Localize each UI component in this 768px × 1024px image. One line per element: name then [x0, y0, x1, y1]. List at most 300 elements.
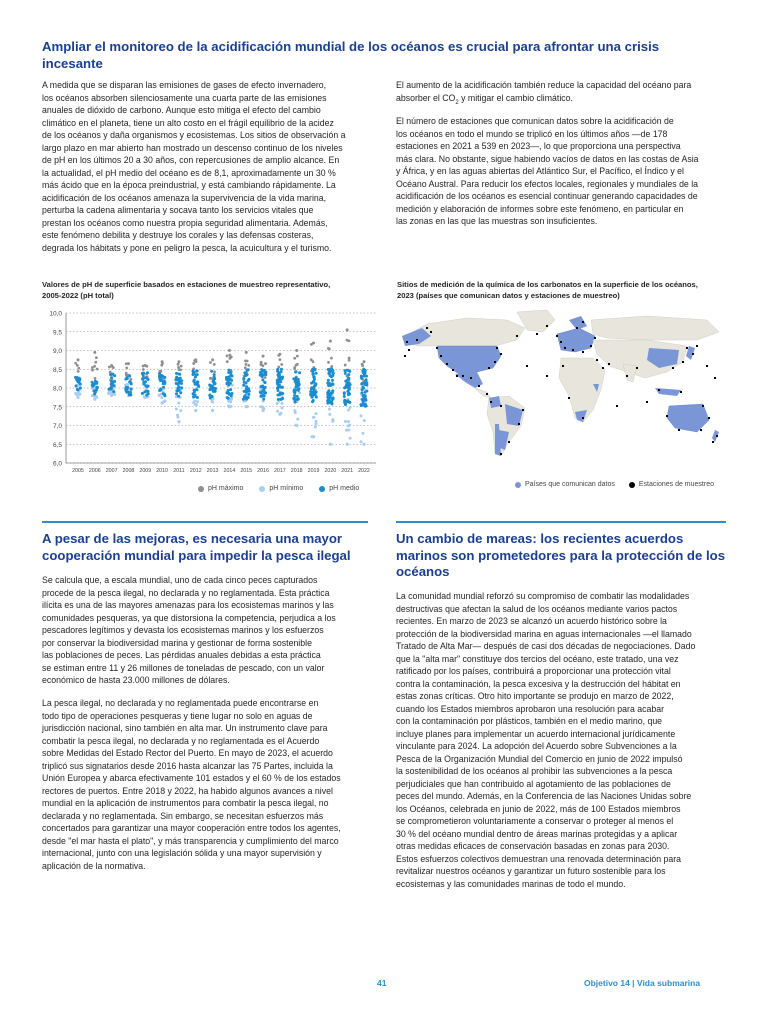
ph-min-point: [315, 422, 318, 425]
ph-mean-point: [365, 378, 368, 381]
section2-rule: [42, 521, 368, 523]
ph-mean-point: [360, 375, 363, 378]
ph-mean-point: [163, 376, 166, 379]
station-marker: [500, 353, 502, 355]
ph-mean-point: [145, 377, 148, 380]
ph-mean-point: [278, 376, 281, 379]
ph-mean-point: [247, 396, 250, 399]
station-marker: [536, 333, 538, 335]
ph-mean-point: [243, 396, 246, 399]
ph-max-point: [192, 362, 195, 365]
y-tick-label: 9,0: [52, 348, 62, 355]
legend-min-swatch: [259, 486, 265, 492]
legend-mean-label: pH medio: [329, 485, 360, 492]
ph-mean-point: [196, 380, 199, 383]
station-marker: [556, 335, 558, 337]
ph-mean-point: [315, 372, 318, 375]
ph-max-point: [344, 364, 347, 367]
map-title: Sitios de medición de la química de los carbonatos en la superficie de los océanos, 2023 (países que comunican datos y estaciones de muestreo): [397, 280, 698, 300]
ph-mean-point: [110, 388, 113, 391]
ph-min-point: [312, 416, 315, 419]
chart-title-ph: Valores de pH de superficie basados en estaciones de muestreo representativo, 2005-2022 (pH total): [42, 280, 331, 300]
station-marker: [692, 353, 694, 355]
illegal-fishing-text-2: La pesca ilegal, no declarada y no reglamentada puede encontrarse en todo tipo de operaciones pesqueras y tiene lugar no solo en aguas de jurisdicción nacional, sino también en alta mar. Un instrumento clave para combatir la pesca ilegal, no declarada y no reglamentada es el Acuerdo sobre Medidas del Estado Rector del Puerto. En mayo de 2023, el acuerdo triplicó sus signatarios desde 2016 hasta alcanzar las 75 Partes, incluida la Unión Europea y abarca efectivamente 101 estados y el 60 % de los estados rectores de puertos. Entre 2018 y 2022, ha habido algunos avances a nivel mundial en la aplicación de instrumentos para combatir la pesca ilegal, no declarada y no reglamentada. Sin embargo, se necesitan esfuerzos más concertados para garantizar una mayor cooperación entre todos los agentes, desde "el mar hasta el plato", y más transparencia y cumplimiento del marco internacional, junto con una legislación sólida y una mayor supervisión y aplicación de la normativa.: [42, 698, 341, 871]
ph-mean-point: [281, 392, 284, 395]
ph-mean-point: [294, 401, 297, 404]
ph-mean-point: [110, 376, 113, 379]
ph-mean-point: [331, 382, 334, 385]
ph-max-point: [127, 362, 130, 365]
ph-max-point: [110, 364, 113, 367]
ph-max-point: [246, 360, 249, 363]
legend-min-label: pH mínimo: [269, 485, 304, 492]
ph-min-point: [345, 429, 348, 432]
x-tick-label: 2006: [88, 468, 101, 474]
ph-mean-point: [212, 378, 215, 381]
ph-mean-point: [178, 373, 181, 376]
station-marker: [406, 341, 408, 343]
x-tick-label: 2007: [105, 468, 118, 474]
ph-mean-point: [146, 390, 149, 393]
ph-mean-point: [192, 371, 195, 374]
ph-max-point: [125, 366, 128, 369]
ph-mean-point: [347, 393, 350, 396]
ph-max-point: [209, 377, 212, 380]
ph-mean-point: [92, 383, 95, 386]
ph-min-point: [176, 414, 179, 417]
ph-legend: [198, 485, 359, 492]
ph-mean-point: [363, 370, 366, 373]
station-marker: [686, 347, 688, 349]
ph-mean-point: [276, 381, 279, 384]
station-marker: [518, 423, 520, 425]
ph-max-point: [329, 340, 332, 343]
station-marker: [596, 359, 598, 361]
station-marker: [602, 367, 604, 369]
ph-mean-point: [163, 394, 166, 397]
ph-max-point: [244, 366, 247, 369]
ph-min-point: [296, 418, 299, 421]
ph-mean-point: [276, 387, 279, 390]
station-marker: [672, 367, 674, 369]
ph-mean-point: [262, 386, 265, 389]
station-marker: [490, 401, 492, 403]
station-marker: [516, 335, 518, 337]
ph-min-point: [194, 403, 197, 406]
station-marker: [678, 429, 680, 431]
ph-mean-point: [362, 368, 365, 371]
x-tick-label: 2019: [307, 468, 320, 474]
ph-mean-point: [227, 397, 230, 400]
ph-mean-point: [361, 398, 364, 401]
ph-mean-point: [312, 381, 315, 384]
x-tick-label: 2016: [257, 468, 269, 474]
ph-mean-point: [226, 392, 229, 395]
x-tick-label: 2011: [173, 468, 185, 474]
ph-max-point: [262, 355, 265, 358]
station-marker: [564, 347, 566, 349]
ph-min-point: [276, 410, 279, 413]
world-map: [397, 306, 727, 468]
ph-max-point: [93, 351, 96, 354]
ph-max-point: [278, 353, 281, 356]
ph-max-point: [229, 356, 232, 359]
ph-max-point: [77, 370, 80, 373]
station-marker: [404, 355, 406, 357]
ph-mean-point: [360, 403, 363, 406]
acidification-text-right-2: El número de estaciones que comunican datos sobre la acidificación de los océanos en todo el mundo se triplicó en los últimos años —de 178 estaciones en 2021 a 539 en 2023—, lo que proporciona una perspectiva más clara. No obstante, sigue habiendo vacíos de datos en las costas de Asia y África, y en las aguas abiertas del Atlántico Sur, el Pacífico, el Índico y el Océano Austral. Para reducir los efectos locales, regionales y mundiales de la acidificación de los océanos es esencial continuar generando capacidades de medición y elaboración de informes sobre este fenómeno, en particular en las zonas en las que las muestras son insuficientes.: [396, 116, 699, 226]
section3-rule: [396, 521, 726, 523]
ph-mean-point: [262, 398, 265, 401]
ph-max-point: [280, 363, 283, 366]
ph-max-point: [228, 349, 231, 352]
ph-mean-point: [328, 382, 331, 385]
ph-mean-point: [296, 382, 299, 385]
ph-mean-point: [346, 382, 349, 385]
y-tick-label: 8,0: [52, 385, 62, 393]
ph-mean-point: [245, 374, 248, 377]
station-marker: [608, 363, 610, 365]
x-tick-label: 2021: [341, 468, 354, 474]
station-marker: [590, 345, 592, 347]
ph-max-point: [77, 358, 80, 361]
ph-mean-point: [293, 390, 296, 393]
ph-max-point: [125, 372, 128, 375]
ph-mean-point: [129, 380, 132, 383]
data-points: [74, 328, 368, 445]
station-marker: [712, 441, 714, 443]
ph-max-point: [213, 370, 216, 373]
ph-mean-point: [141, 372, 144, 375]
footer-goal-label: Objetivo 14 | Vida submarina: [584, 978, 701, 988]
ph-mean-point: [176, 389, 179, 392]
ph-mean-point: [158, 378, 161, 381]
ph-mean-point: [161, 380, 164, 383]
ph-mean-point: [112, 390, 115, 393]
ph-mean-point: [365, 399, 368, 402]
ph-max-point: [278, 358, 281, 361]
ph-mean-point: [263, 394, 266, 397]
ph-min-point: [281, 406, 284, 409]
ph-mean-point: [344, 386, 347, 389]
ph-mean-point: [229, 388, 232, 391]
station-marker: [508, 441, 510, 443]
ph-mean-point: [298, 371, 301, 374]
ph-min-point: [126, 383, 129, 386]
station-marker: [500, 405, 502, 407]
ph-mean-point: [158, 389, 161, 392]
marine-agreements-text: La comunidad mundial reforzó su compromiso de combatir las modalidades destructivas que afectan la salud de los océanos mediante varios pactos recientes. En marzo de 2023 se alcanzó un acuerdo histórico sobre la protección de la biodiversidad marina en aguas internacionales —el llamado Tratado de Alta Mar— después de casi dos décadas de negociaciones. Dado que la "alta mar" constituye dos tercios del océano, este tratado, una vez ratificado por los países, contribuirá a proporcionar una protección vital contra la contaminación, la pesca excesiva y la destrucción del hábitat en estas zonas críticas. Otro hito importante se produjo en marzo de 2022, cuando los Estados miembros aprobaron una resolución para acabar con la contaminación por plásticos, también en el medio marino, que incluye planes para implementar un acuerdo internacional jurídicamente vinculante para 2024. La adopción del Acuerdo sobre Subvenciones a la Pesca de la Organización Mundial del Comercio en junio de 2022 impulsó la sostenibilidad de los océanos al prohibir las subvenciones a la pesca perjudiciales que han contribuido al agotamiento de las poblaciones de peces del mundo. Además, en la Conferencia de las Naciones Unidas sobre los Océanos, celebrada en junio de 2022, más de 100 Estados miembros se comprometieron voluntariamente a conservar o proteger al menos el 30 % del océano mundial dentro de áreas marinas protegidas y a aplicar otras medidas eficaces de conservación basadas en zonas para 2030. Estos esfuerzos colectivos demuestran una renovada determinación para revitalizar nuestros océanos y garantizar un futuro sostenible para los ecosistemas y las comunidades marinas de todo el mundo.: [396, 591, 696, 889]
ph-min-point: [328, 408, 331, 411]
ph-mean-point: [95, 388, 98, 391]
ph-max-point: [264, 362, 267, 365]
station-marker: [430, 331, 432, 333]
ph-mean-point: [130, 388, 133, 391]
ph-mean-point: [311, 396, 314, 399]
ph-mean-point: [346, 379, 349, 382]
ph-mean-point: [315, 390, 318, 393]
ph-mean-point: [365, 375, 368, 378]
ph-mean-point: [175, 378, 178, 381]
ph-mean-point: [312, 376, 315, 379]
ph-mean-point: [331, 391, 334, 394]
ph-min-point: [362, 443, 365, 446]
ph-min-point: [281, 402, 284, 405]
station-marker: [486, 393, 488, 395]
ph-mean-point: [347, 373, 350, 376]
station-marker: [546, 375, 548, 377]
ph-mean-point: [281, 386, 284, 389]
ph-max-point: [95, 356, 98, 359]
ph-mean-point: [177, 395, 180, 398]
y-tick-label: 6,5: [52, 441, 62, 449]
ph-mean-point: [297, 398, 300, 401]
ph-min-point: [93, 398, 96, 401]
ph-mean-point: [293, 397, 296, 400]
ph-mean-point: [179, 391, 182, 394]
legend-max-swatch: [198, 486, 204, 492]
station-marker: [546, 325, 548, 327]
ph-mean-point: [178, 380, 181, 383]
ph-mean-point: [245, 385, 248, 388]
ph-mean-point: [344, 372, 347, 375]
ph-min-point: [161, 401, 164, 404]
x-tick-label: 2005: [72, 468, 84, 474]
ph-min-point: [230, 397, 233, 400]
ph-max-point: [177, 360, 180, 363]
ph-mean-point: [146, 385, 149, 388]
x-tick-label: 2013: [206, 468, 219, 474]
ph-mean-point: [332, 372, 335, 375]
ph-max-point: [244, 363, 247, 366]
station-marker: [700, 429, 702, 431]
y-axis: [49, 311, 66, 468]
ph-mean-point: [180, 386, 183, 389]
station-marker: [716, 435, 718, 437]
ph-min-point: [211, 409, 214, 412]
x-tick-label: 2017: [273, 468, 286, 474]
ph-max-point: [179, 368, 182, 371]
ph-mean-point: [128, 375, 131, 378]
y-tick-label: 10,0: [49, 310, 62, 318]
ph-mean-point: [247, 379, 250, 382]
ph-min-point: [360, 414, 363, 417]
ph-min-point: [245, 405, 248, 408]
ph-mean-point: [211, 395, 214, 398]
ph-min-point: [294, 411, 297, 414]
station-marker: [568, 397, 570, 399]
station-marker: [562, 365, 564, 367]
ph-min-point: [349, 437, 352, 440]
ph-mean-point: [294, 378, 297, 381]
ph-mean-point: [331, 398, 334, 401]
ph-mean-point: [260, 392, 263, 395]
ph-min-point: [228, 405, 231, 408]
ph-min-point: [78, 393, 81, 396]
ph-mean-point: [242, 384, 245, 387]
legend-countries-swatch: [515, 482, 521, 488]
ph-mean-point: [280, 368, 283, 371]
ph-mean-point: [343, 391, 346, 394]
ph-mean-point: [263, 391, 266, 394]
ph-max-point: [310, 358, 313, 361]
ph-max-point: [226, 354, 229, 357]
ph-min-point: [160, 396, 163, 399]
ph-max-point: [330, 357, 333, 360]
ph-scatter-chart: [36, 305, 381, 483]
ph-mean-point: [226, 382, 229, 385]
ph-max-point: [161, 360, 164, 363]
ph-mean-point: [145, 394, 148, 397]
station-marker: [576, 327, 578, 329]
station-marker: [494, 361, 496, 363]
ph-max-point: [94, 377, 97, 380]
ph-mean-point: [310, 386, 313, 389]
station-marker: [572, 349, 574, 351]
russia-land: [591, 316, 719, 340]
ph-mean-point: [261, 378, 264, 381]
station-marker: [452, 369, 454, 371]
ph-max-point: [91, 369, 94, 372]
ph-mean-point: [245, 391, 248, 394]
station-marker: [680, 391, 682, 393]
legend-stations-swatch: [629, 482, 635, 488]
x-tick-label: 2015: [240, 468, 253, 474]
ph-mean-point: [343, 399, 346, 402]
ph-mean-point: [227, 375, 230, 378]
ph-mean-point: [311, 400, 314, 403]
ph-mean-point: [231, 375, 234, 378]
ph-mean-point: [247, 368, 250, 371]
ph-min-point: [261, 409, 264, 412]
ph-min-point: [227, 400, 230, 403]
ph-min-point: [295, 424, 298, 427]
ph-max-point: [260, 362, 263, 365]
x-tick-label: 2010: [156, 468, 169, 474]
ph-mean-point: [125, 389, 128, 392]
ph-mean-point: [113, 380, 116, 383]
ph-mean-point: [247, 393, 250, 396]
x-axis: [66, 463, 376, 474]
map-legend: [515, 481, 714, 488]
ph-max-point: [346, 328, 349, 331]
ph-min-point: [179, 409, 182, 412]
ph-min-point: [363, 419, 366, 422]
ph-mean-point: [277, 398, 280, 401]
station-marker: [462, 375, 464, 377]
x-tick-label: 2009: [139, 468, 152, 474]
station-marker: [696, 345, 698, 347]
ph-mean-point: [343, 395, 346, 398]
station-marker: [456, 375, 458, 377]
ph-mean-point: [213, 373, 216, 376]
ph-max-point: [361, 364, 364, 367]
station-marker: [666, 415, 668, 417]
ph-mean-point: [362, 386, 365, 389]
ph-max-point: [160, 364, 163, 367]
ph-min-point: [347, 408, 350, 411]
ph-mean-point: [280, 370, 283, 373]
station-marker: [706, 365, 708, 367]
ph-mean-point: [264, 373, 267, 376]
ph-mean-point: [176, 387, 179, 390]
station-marker: [478, 385, 480, 387]
ph-mean-point: [326, 396, 329, 399]
ph-min-point: [331, 420, 334, 423]
section-title-acidification: Ampliar el monitoreo de la acidificación mundial de los océanos es crucial para afrontar una crisis incesante: [42, 39, 660, 71]
station-marker: [658, 389, 660, 391]
station-marker: [500, 453, 502, 455]
ph-mean-point: [110, 380, 113, 383]
ph-mean-point: [242, 378, 245, 381]
station-marker: [560, 341, 562, 343]
ph-min-point: [349, 406, 352, 409]
section-title-illegal-fishing: A pesar de las mejoras, es necesaria una mayor cooperación mundial para impedir la pesca ilegal: [42, 531, 351, 563]
ph-mean-point: [95, 382, 98, 385]
ph-max-point: [77, 367, 80, 370]
station-marker: [582, 351, 584, 353]
ph-max-point: [348, 340, 351, 343]
ph-min-point: [315, 412, 318, 415]
station-marker: [636, 367, 638, 369]
ph-max-point: [293, 366, 296, 369]
legend-max-label: pH máximo: [208, 485, 244, 492]
ph-mean-point: [281, 397, 284, 400]
ph-mean-point: [327, 379, 330, 382]
ph-mean-point: [128, 391, 131, 394]
ph-min-point: [163, 399, 166, 402]
ph-mean-point: [175, 372, 178, 375]
ph-min-point: [278, 413, 281, 416]
ph-mean-point: [210, 370, 213, 373]
y-tick-label: 8,5: [52, 366, 62, 374]
ph-max-point: [74, 362, 77, 365]
ph-max-point: [245, 351, 248, 354]
ph-mean-point: [293, 394, 296, 397]
ph-mean-point: [75, 384, 78, 387]
station-marker: [582, 417, 584, 419]
ph-mean-point: [328, 401, 331, 404]
station-marker: [526, 365, 528, 367]
ph-min-point: [329, 443, 332, 446]
station-marker: [682, 361, 684, 363]
y-tick-label: 9,5: [52, 329, 62, 337]
x-tick-label: 2018: [290, 468, 303, 474]
ph-mean-point: [312, 368, 315, 371]
y-tick-label: 7,0: [52, 423, 62, 430]
ph-mean-point: [95, 386, 98, 389]
ph-max-point: [96, 368, 99, 371]
ph-max-point: [109, 371, 112, 374]
ph-mean-point: [146, 371, 149, 374]
ph-mean-point: [194, 374, 197, 377]
station-marker: [616, 405, 618, 407]
ph-mean-point: [144, 380, 147, 383]
station-marker: [436, 347, 438, 349]
ph-mean-point: [315, 396, 318, 399]
ph-mean-point: [276, 368, 279, 371]
station-marker: [626, 375, 628, 377]
ph-mean-point: [175, 392, 178, 395]
ph-mean-point: [243, 381, 246, 384]
x-tick-label: 2012: [189, 468, 202, 474]
ph-max-point: [327, 361, 330, 364]
ph-max-point: [142, 368, 145, 371]
ph-mean-point: [162, 386, 165, 389]
ph-mean-point: [75, 378, 78, 381]
station-marker: [470, 377, 472, 379]
ph-max-point: [295, 349, 298, 352]
